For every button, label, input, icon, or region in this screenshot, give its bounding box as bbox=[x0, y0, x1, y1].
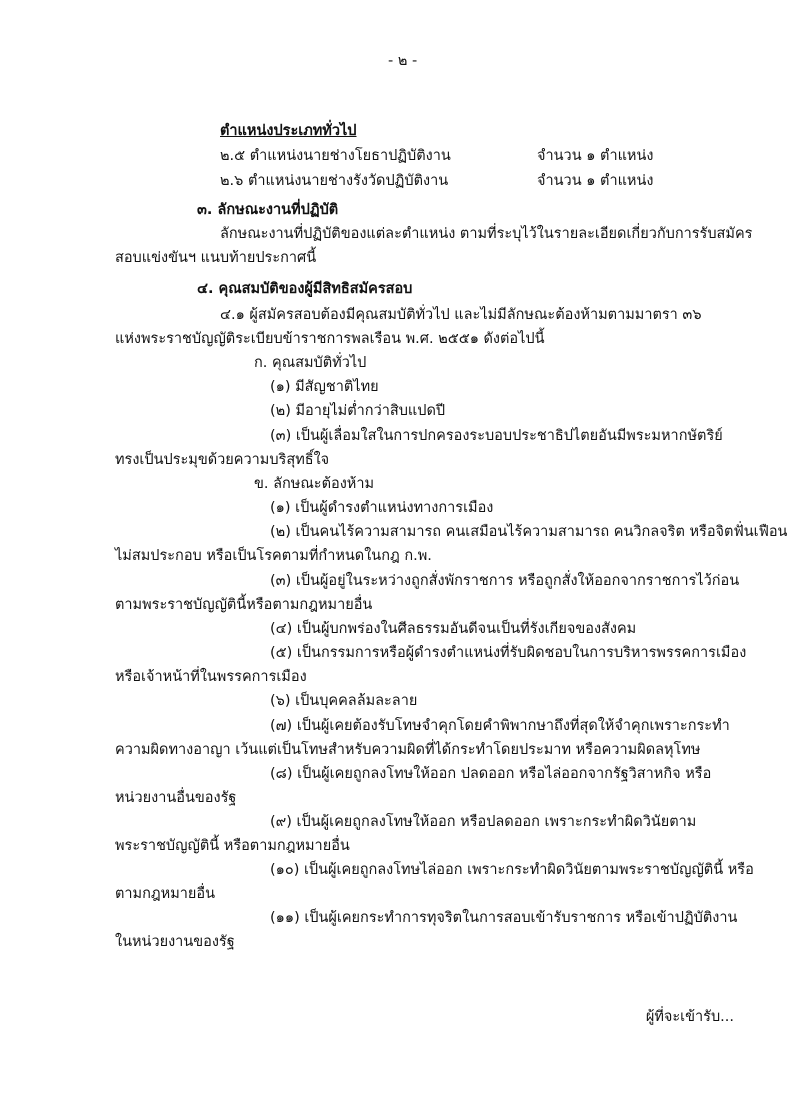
paragraph-line: แห่งพระราชบัญญัติระเบียบข้าราชการพลเรือน พ.ศ. ๒๕๕๑ ดังต่อไปนี้ bbox=[115, 331, 545, 347]
list-item-continuation: หรือเจ้าหน้าที่ในพรรคการเมือง bbox=[115, 669, 307, 685]
list-item: (๗) เป็นผู้เคยต้องรับโทษจำคุกโดยคำพิพากษาถึงที่สุดให้จำคุกเพราะกระทำ bbox=[270, 718, 730, 734]
list-item: (๑) มีสัญชาติไทย bbox=[270, 379, 379, 395]
list-item-continuation: ทรงเป็นประมุขด้วยความบริสุทธิ์ใจ bbox=[115, 452, 330, 468]
list-item-continuation: ตามกฎหมายอื่น bbox=[115, 886, 216, 902]
section-heading-4: ๔. คุณสมบัติของผู้มีสิทธิสมัครสอบ bbox=[197, 281, 413, 297]
list-item-continuation: พระราชบัญญัตินี้ หรือตามกฎหมายอื่น bbox=[115, 838, 350, 854]
paragraph-line: ลักษณะงานที่ปฏิบัติของแต่ละตำแหน่ง ตามที่ระบุไว้ในรายละเอียดเกี่ยวกับการรับสมัคร bbox=[220, 226, 753, 242]
list-item: (๕) เป็นกรรมการหรือผู้ดำรงตำแหน่งที่รับผิดชอบในการบริหารพรรคการเมือง bbox=[270, 645, 747, 661]
position-item-count: จำนวน ๑ ตำแหน่ง bbox=[537, 173, 654, 189]
subsection-title-general: ก. คุณสมบัติทั่วไป bbox=[254, 355, 367, 371]
list-item: (๑๑) เป็นผู้เคยกระทำการทุจริตในการสอบเข้ารับราชการ หรือเข้าปฏิบัติงาน bbox=[270, 910, 738, 926]
list-item: (๑) เป็นผู้ดำรงตำแหน่งทางการเมือง bbox=[270, 500, 494, 516]
list-item: (๓) เป็นผู้อยู่ในระหว่างถูกสั่งพักราชการ หรือถูกสั่งให้ออกจากราชการไว้ก่อน bbox=[270, 573, 740, 589]
list-item: (๘) เป็นผู้เคยถูกลงโทษให้ออก ปลดออก หรือไล่ออกจากรัฐวิสาหกิจ หรือ bbox=[270, 766, 712, 782]
list-item-continuation: ความผิดทางอาญา เว้นแต่เป็นโทษสำหรับความผิดที่ได้กระทำโดยประมาท หรือความผิดลหุโทษ bbox=[115, 742, 701, 758]
subsection-title-prohibited: ข. ลักษณะต้องห้าม bbox=[254, 476, 375, 492]
list-item-continuation: ในหน่วยงานของรัฐ bbox=[115, 934, 235, 950]
list-item: (๒) มีอายุไม่ต่ำกว่าสิบแปดปี bbox=[270, 403, 446, 419]
paragraph-line: สอบแข่งขันฯ แนบท้ายประกาศนี้ bbox=[115, 250, 317, 266]
list-item-continuation: ไม่สมประกอบ หรือเป็นโรคตามที่กำหนดในกฎ ก.พ. bbox=[115, 548, 432, 564]
list-item: (๒) เป็นคนไร้ความสามารถ คนเสมือนไร้ความสามารถ คนวิกลจริต หรือจิตฟั่นเฟือน bbox=[270, 524, 788, 540]
list-item: (๓) เป็นผู้เลื่อมใสในการปกครองระบอบประชาธิปไตยอันมีพระมหากษัตริย์ bbox=[270, 428, 723, 444]
list-item-continuation: หน่วยงานอื่นของรัฐ bbox=[115, 790, 237, 806]
position-item-count: จำนวน ๑ ตำแหน่ง bbox=[537, 148, 654, 164]
continuation-text: ผู้ที่จะเข้ารับ... bbox=[645, 1009, 734, 1025]
section-heading-3: ๓. ลักษณะงานที่ปฏิบัติ bbox=[197, 202, 339, 218]
list-item: (๑๐) เป็นผู้เคยถูกลงโทษไล่ออก เพราะกระทำผิดวินัยตามพระราชบัญญัตินี้ หรือ bbox=[270, 862, 754, 878]
list-item-continuation: ตามพระราชบัญญัตินี้หรือตามกฎหมายอื่น bbox=[115, 597, 373, 613]
list-item: (๖) เป็นบุคคลล้มละลาย bbox=[270, 693, 418, 709]
paragraph-line: ๔.๑ ผู้สมัครสอบต้องมีคุณสมบัติทั่วไป และไม่มีลักษณะต้องห้ามตามมาตรา ๓๖ bbox=[220, 307, 702, 323]
position-item-name: ๒.๖ ตำแหน่งนายช่างรังวัดปฏิบัติงาน bbox=[220, 173, 449, 189]
list-item: (๔) เป็นผู้บกพร่องในศีลธรรมอันดีจนเป็นที่รังเกียจของสังคม bbox=[270, 621, 637, 637]
position-item-name: ๒.๕ ตำแหน่งนายช่างโยธาปฏิบัติงาน bbox=[220, 148, 451, 164]
section-heading-general-positions: ตำแหน่งประเภททั่วไป bbox=[220, 123, 357, 139]
list-item: (๙) เป็นผู้เคยถูกลงโทษให้ออก หรือปลดออก เพราะกระทำผิดวินัยตาม bbox=[270, 814, 697, 830]
page-number: - ๒ - bbox=[388, 53, 418, 69]
